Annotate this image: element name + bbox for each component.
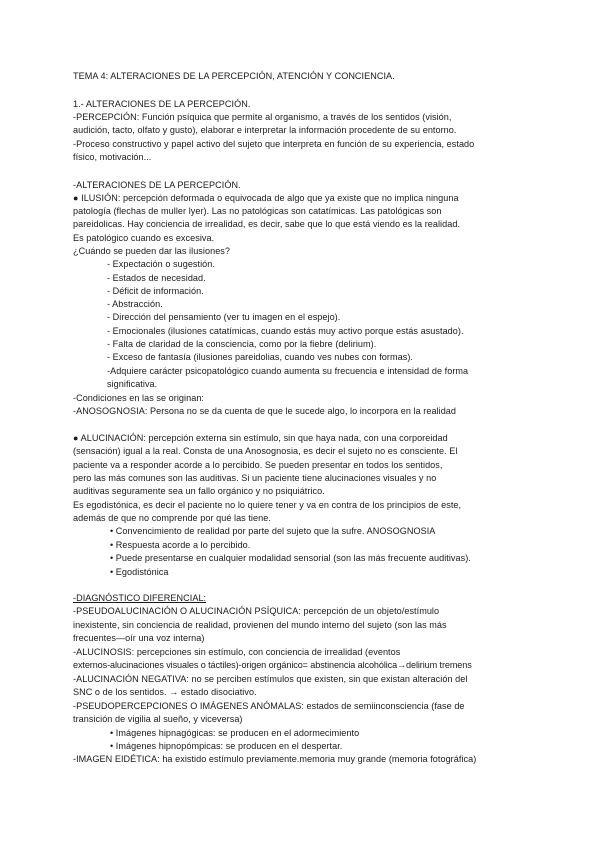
text-line: -PSEUDOALUCINACIÓN O ALUCINACIÓN PSÍQUICA: percepción de un objeto/estímulo [73, 606, 440, 616]
list-item: • Egodistónica [110, 567, 169, 577]
text-line: externos-alucinaciones visuales o táctiles)-origen orgánico= abstinencia alcohólica→delirium tremens [73, 660, 472, 670]
section-heading: -DIAGNÓSTICO DIFERENCIAL: [73, 593, 207, 603]
list-item: - Emocionales (ilusiones catatímicas, cuando estás muy activo porque estás asustado). [107, 326, 464, 336]
text-line: -PSEUDOPERCEPCIONES O IMÁGENES ANÓMALAS: estados de semiinconsciencia (fase de [73, 701, 465, 711]
text-line: -PERCEPCIÓN: Función psíquica que permite al organismo, a través de los sentidos (visión, [73, 112, 452, 122]
section-heading: 1.- ALTERACIONES DE LA PERCEPCIÓN. [73, 99, 251, 109]
text-line: paciente va a responder acorde a lo percibido. Se pueden presentar en todos los sentidos, [73, 460, 443, 470]
list-item: • Imágenes hipnopómpicas: se producen en el despertar. [110, 741, 343, 751]
text-line: físico, motivación... [73, 152, 152, 162]
text-line: -ANOSOGNOSIA: Persona no se da cuenta de que le sucede algo, lo incorpora en la realidad [73, 406, 457, 416]
text-line: Es egodistónica, es decir el paciente no lo quiere tener y va en contra de los principios de este, [73, 500, 462, 510]
text-line: -ALUCINACIÓN NEGATIVA: no se perciben estímulos que existen, sin que existan alteración del [73, 674, 468, 684]
list-item: - Falta de claridad de la consciencia, como por la fiebre (delirium). [107, 339, 377, 349]
text-line: -Proceso constructivo y papel activo del sujeto que interpreta en función de su experiencia, estado [73, 139, 475, 149]
list-item: - Estados de necesidad. [107, 273, 206, 283]
list-item: - Expectación o sugestión. [107, 259, 215, 269]
text-line: (sensación) igual a la real. Consta de una Anosognosia, es decir el sujeto no es consciente. El [73, 446, 458, 456]
text-line: pareidolicas. Hay conciencia de irrealidad, es decir, sabe que lo que está viendo es la realidad. [73, 219, 461, 229]
text-line: pero las más comunes son las auditivas. Si un paciente tiene alucinaciones visuales y no [73, 473, 437, 483]
text-line: SNC o de los sentidos. → estado disociativo. [73, 687, 257, 697]
list-item: significativa. [107, 379, 158, 389]
text-line: auditivas seguramente sea un fallo orgánico y no psiquiátrico. [73, 486, 325, 496]
text-line: patología (flechas de muller lyer). Las no patológicas son catatímicas. Las patológicas son [73, 206, 442, 216]
text-line: frecuentes—oír una voz interna) [73, 633, 205, 643]
text-line: además de que no comprende por qué las tiene. [73, 513, 271, 523]
section-heading: -ALTERACIONES DE LA PERCEPCIÓN. [73, 180, 241, 190]
list-item: • Imágenes hipnagógicas: se producen en el adormecimiento [110, 728, 360, 738]
text-line: -Condiciones en las se originan: [73, 393, 205, 403]
document-title: TEMA 4: ALTERACIONES DE LA PERCEPCIÓN, ATENCIÓN Y CONCIENCIA. [73, 71, 395, 81]
list-item: - Dirección del pensamiento (ver tu imagen en el espejo). [107, 312, 341, 322]
list-item: - Exceso de fantasía (ilusiones pareidolias, cuando ves nubes con formas). [107, 352, 413, 362]
list-item: -Adquiere carácter psicopatológico cuando aumenta su frecuencia e intensidad de forma [107, 366, 469, 376]
text-line: ● ALUCINACIÓN: percepción externa sin estímulo, sin que haya nada, con una corporeidad [73, 433, 448, 443]
text-line: ¿Cuándo se pueden dar las ilusiones? [73, 246, 231, 256]
text-line: ● ILUSIÓN: percepción deformada o equivocada de algo que ya existe que no implica ninguna [73, 193, 459, 203]
list-item: - Déficit de información. [107, 286, 204, 296]
list-item: • Convencimiento de realidad por parte del sujeto que la sufre. ANOSOGNOSIA [110, 526, 436, 536]
text-line: -IMAGEN EIDÉTICA: ha existido estímulo previamente.memoria muy grande (memoria fotográfica) [73, 754, 477, 764]
text-line: audición, tacto, olfato y gusto), elaborar e interpretar la información procedente de su entorno. [73, 125, 457, 135]
text-line: transición de vigilia al sueño, y viceversa) [73, 714, 243, 724]
text-line: Es patológico cuando es excesiva. [73, 233, 215, 243]
text-line: inexistente, sin conciencia de realidad, provienen del mundo interno del sujeto (son las más [73, 620, 447, 630]
list-item: • Respuesta acorde a lo percibido. [110, 540, 251, 550]
list-item: - Abstracción. [107, 299, 163, 309]
text-line: -ALUCINOSIS: percepciones sin estímulo, con conciencia de irrealidad (eventos [73, 647, 401, 657]
list-item: • Puede presentarse en cualquier modalidad sensorial (son las más frecuente auditivas). [110, 553, 471, 563]
